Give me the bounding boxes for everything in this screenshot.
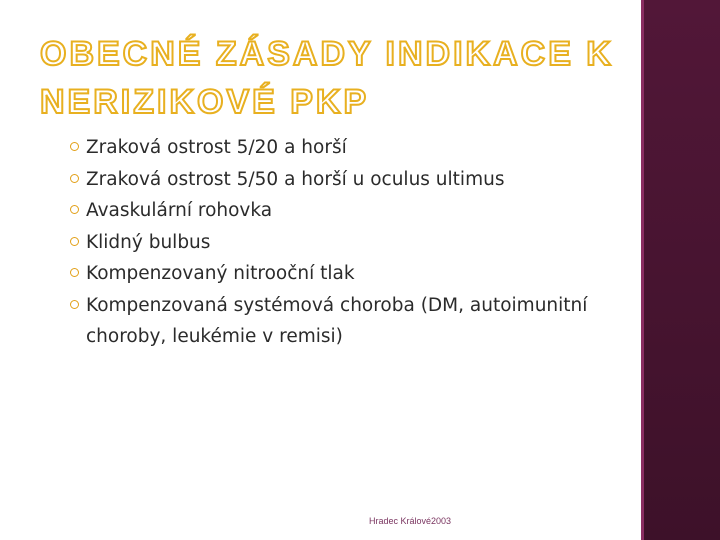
bullet-item <box>70 195 650 227</box>
bullet-text: Zraková ostrost 5/50 a horší u oculus ultimus <box>86 168 505 190</box>
ring-bullet-icon <box>70 237 79 246</box>
bullet-item <box>70 290 650 353</box>
bullet-text: Avaskulární rohovka <box>86 200 273 221</box>
ring-bullet-icon <box>70 142 79 151</box>
bullet-item <box>70 258 650 290</box>
bullet-item <box>70 164 650 196</box>
bullet-text: Klidný bulbus <box>86 231 211 253</box>
ring-bullet-icon <box>70 300 79 309</box>
bullet-text: Kompenzovaný nitrooční tlak <box>86 263 355 284</box>
ring-bullet-icon <box>70 174 79 183</box>
bullet-item <box>70 227 650 259</box>
bullet-item <box>70 132 650 164</box>
slide-title: OBECNÉ ZÁSADY INDIKACE K NERIZIKOVÉ PKP <box>40 35 614 121</box>
bullet-text: Kompenzovaná systémová choroba (DM, autoimunitní choroby, leukémie v remisi) <box>86 294 588 347</box>
ring-bullet-icon <box>70 205 79 214</box>
ring-bullet-icon <box>70 268 79 277</box>
bullet-list <box>70 132 650 353</box>
bullet-text: Zraková ostrost 5/20 a horší <box>86 137 347 158</box>
footer-text: Hradec Králové2003 <box>368 516 452 526</box>
